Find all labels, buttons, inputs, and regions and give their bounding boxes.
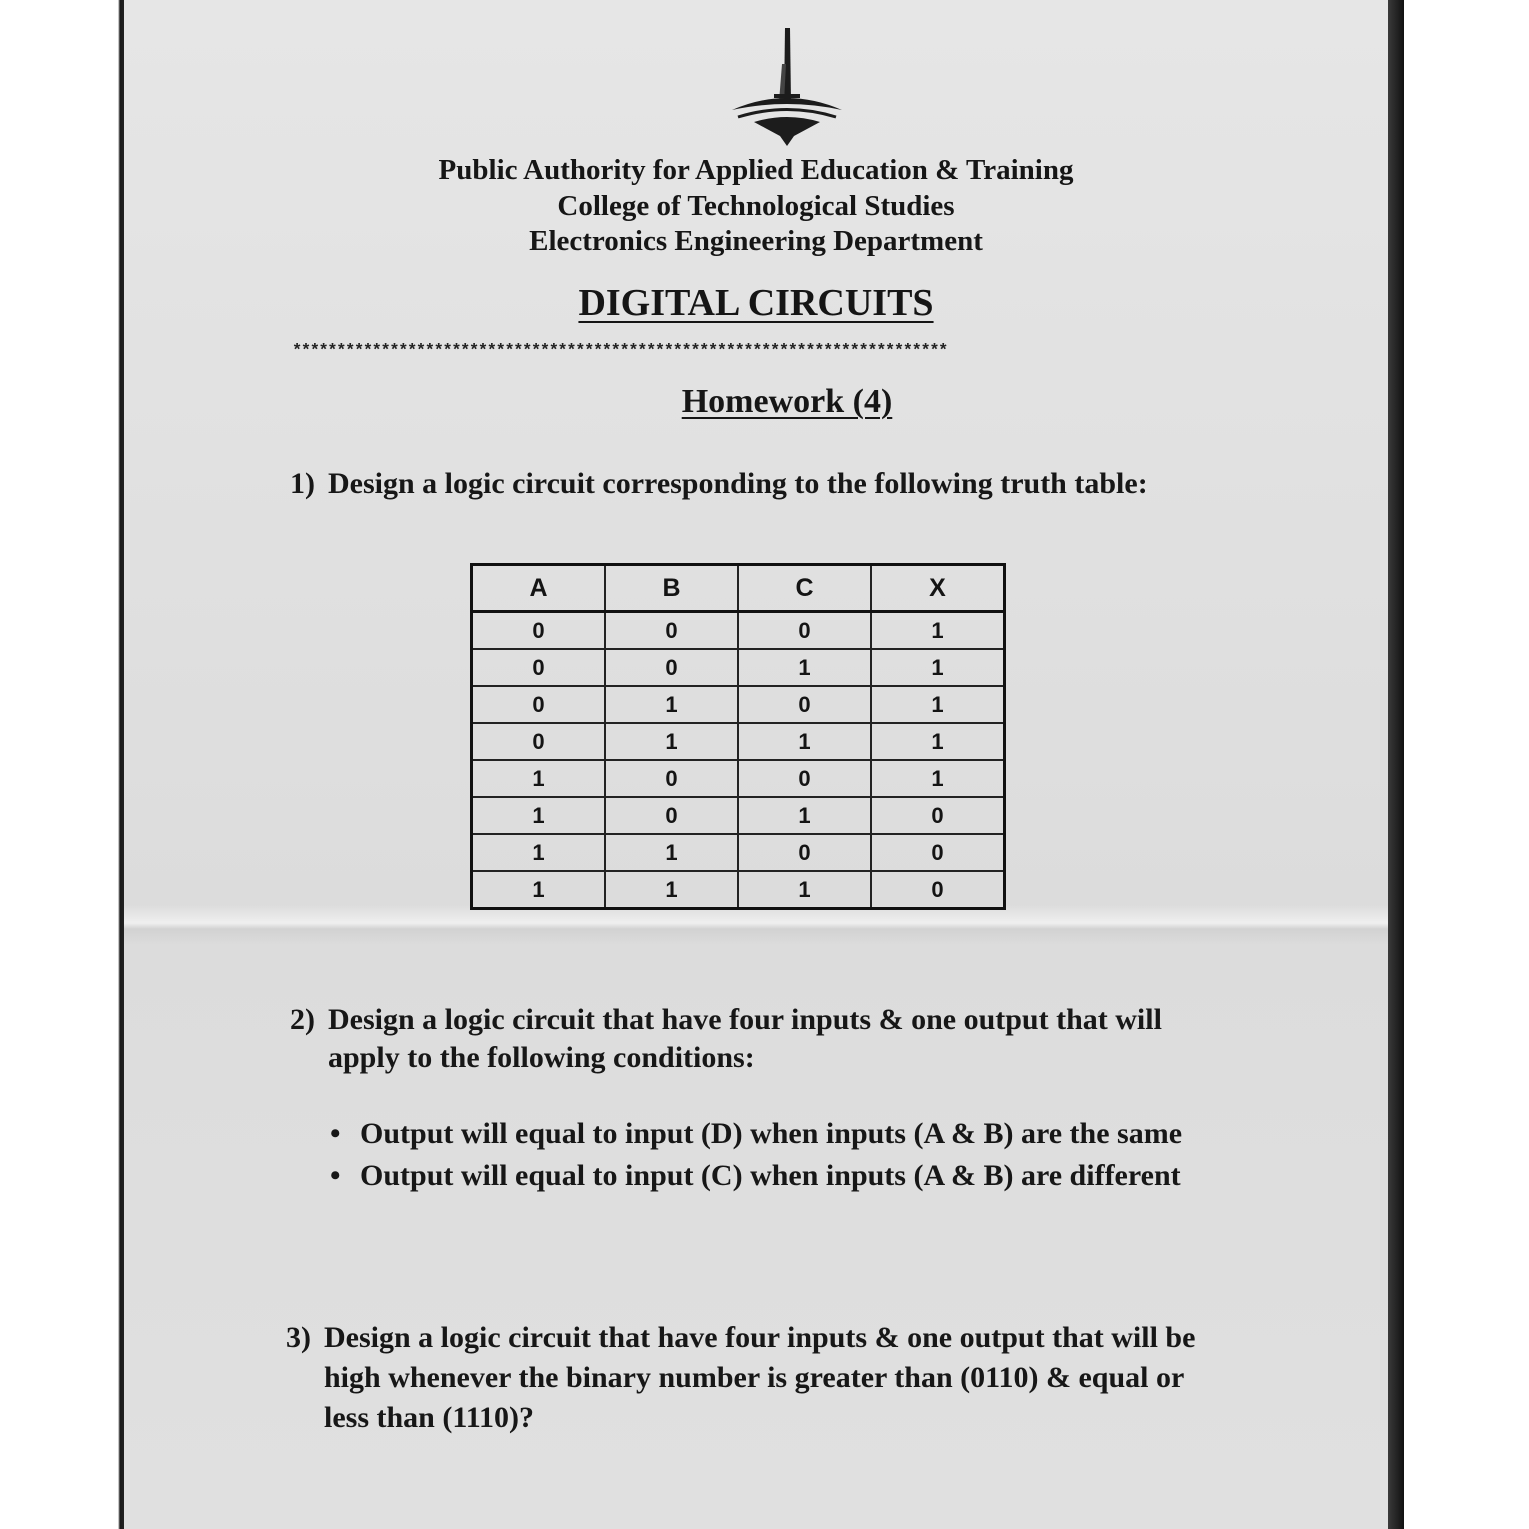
column-header: X: [871, 565, 1005, 612]
emblem-icon: [724, 24, 850, 150]
page-title-text: DIGITAL CIRCUITS: [578, 282, 934, 324]
table-row: [472, 871, 1005, 909]
question-2-number: 2): [290, 1003, 315, 1036]
table-cell: 0: [871, 797, 1005, 834]
bullet-icon: •: [330, 1117, 341, 1150]
column-header: A: [472, 565, 606, 612]
homework-title-text: Homework (4): [681, 383, 893, 420]
list-item: [330, 1159, 1182, 1201]
table-row: [472, 612, 1005, 650]
page-title: [124, 281, 1388, 325]
table-cell: 0: [472, 649, 606, 686]
table-cell: 0: [738, 760, 871, 797]
table-row: [472, 797, 1005, 834]
table-cell: 1: [871, 686, 1005, 723]
table-cell: 1: [871, 612, 1005, 650]
homework-title: [124, 383, 1388, 421]
paper-fold: [124, 905, 1388, 945]
table-cell: 1: [738, 797, 871, 834]
question-3-line-2: high whenever the binary number is greater than (0110) & equal or: [324, 1361, 1185, 1394]
table-cell: 1: [871, 760, 1005, 797]
question-1-number: 1): [290, 467, 315, 500]
college-name: College of Technological Studies: [557, 190, 955, 222]
question-2-conditions: [330, 1117, 1182, 1201]
table-row: [472, 760, 1005, 797]
table-cell: 0: [605, 797, 738, 834]
list-item: [330, 1117, 1182, 1159]
bullet-icon: •: [330, 1159, 341, 1192]
table-row: [472, 723, 1005, 760]
question-2-line-2: apply to the following conditions:: [328, 1041, 755, 1074]
table-cell: 1: [871, 649, 1005, 686]
institution-name: Public Authority for Applied Education & Training: [438, 154, 1074, 186]
table-cell: 0: [605, 760, 738, 797]
table-cell: 0: [605, 612, 738, 650]
table-cell: 1: [605, 871, 738, 909]
table-cell: 0: [472, 612, 606, 650]
table-row: [472, 649, 1005, 686]
table-cell: 1: [738, 649, 871, 686]
separator-line: **************************************************************************: [292, 342, 948, 361]
photo-background-left: [0, 0, 124, 1529]
table-cell: 0: [738, 612, 871, 650]
question-3-line-1: Design a logic circuit that have four inputs & one output that will be: [324, 1321, 1196, 1354]
department-name: Electronics Engineering Department: [529, 225, 983, 257]
question-2-line-1: Design a logic circuit that have four inputs & one output that will: [328, 1003, 1162, 1036]
question-1-text: Design a logic circuit corresponding to the following truth table:: [328, 467, 1148, 500]
table-cell: 1: [472, 797, 606, 834]
table-cell: 1: [605, 686, 738, 723]
table-header-row: [472, 565, 1005, 612]
truth-table: [470, 563, 1006, 910]
table-row: [472, 686, 1005, 723]
table-cell: 0: [605, 649, 738, 686]
question-3-number: 3): [286, 1321, 311, 1354]
condition-text: Output will equal to input (D) when inputs (A & B) are the same: [360, 1117, 1183, 1150]
table-cell: 1: [738, 723, 871, 760]
table-cell: 0: [738, 834, 871, 871]
photo-background-right: [1388, 0, 1404, 1529]
table-cell: 0: [472, 723, 606, 760]
table-cell: 0: [738, 686, 871, 723]
table-cell: 1: [605, 834, 738, 871]
paper-sheet: [124, 0, 1388, 1529]
table-row: [472, 834, 1005, 871]
table-cell: 1: [871, 723, 1005, 760]
table-cell: 1: [605, 723, 738, 760]
column-header: C: [738, 565, 871, 612]
table-cell: 1: [472, 871, 606, 909]
question-3-line-3: less than (1110)?: [324, 1401, 535, 1434]
column-header: B: [605, 565, 738, 612]
table-cell: 1: [472, 834, 606, 871]
condition-text: Output will equal to input (C) when inputs (A & B) are different: [360, 1159, 1181, 1192]
table-cell: 1: [738, 871, 871, 909]
table-cell: 1: [472, 760, 606, 797]
table-cell: 0: [871, 871, 1005, 909]
table-cell: 0: [472, 686, 606, 723]
table-cell: 0: [871, 834, 1005, 871]
